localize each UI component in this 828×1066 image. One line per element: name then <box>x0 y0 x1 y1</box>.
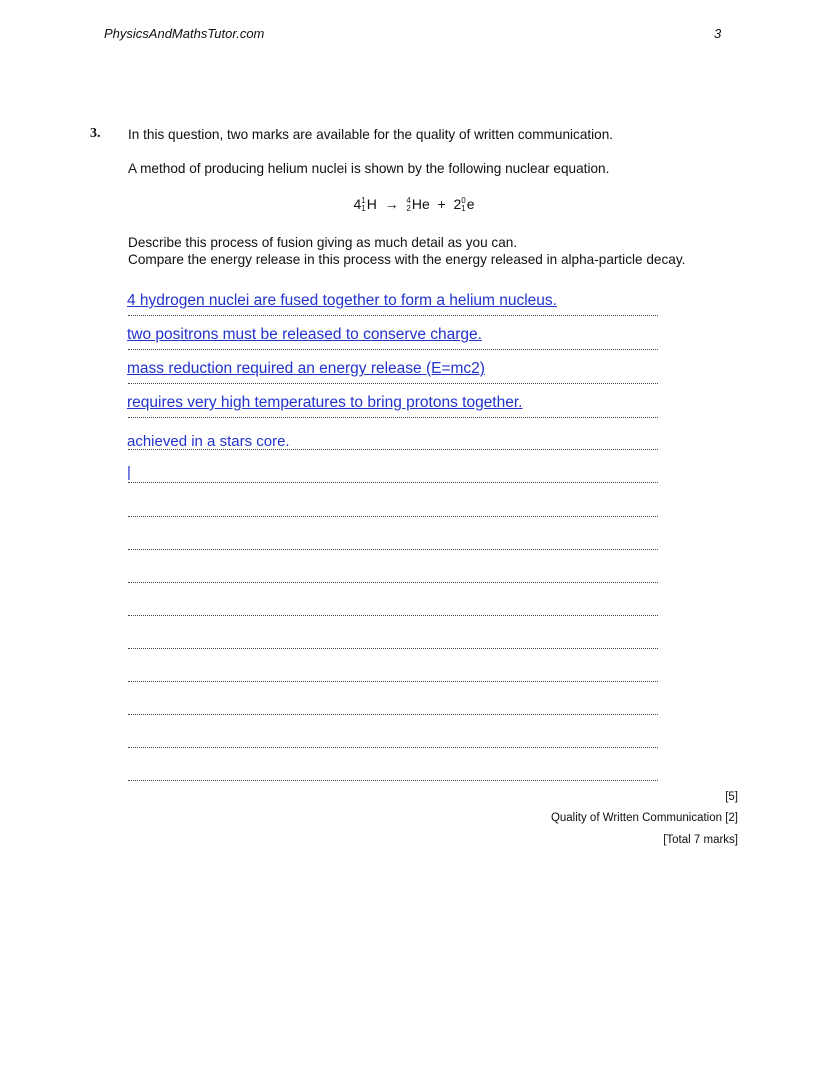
answer-text[interactable]: mass reduction required an energy release (E=mc2) <box>127 360 485 377</box>
helium-mass-number: 4 <box>406 196 411 206</box>
answer-text[interactable]: 4 hydrogen nuclei are fused together to form a helium nucleus. <box>127 292 557 309</box>
answer-line[interactable] <box>128 496 658 517</box>
coefficient-hydrogen: 4 <box>353 196 362 212</box>
method-text: A method of producing helium nuclei is shown by the following nuclear equation. <box>128 161 610 176</box>
hydrogen-atomic-number: 1 <box>361 204 366 214</box>
nuclear-equation <box>0 196 828 213</box>
answer-line[interactable] <box>128 628 658 649</box>
answer-text[interactable]: achieved in a stars core. <box>127 433 290 450</box>
site-name: PhysicsAndMathsTutor.com <box>104 26 265 41</box>
helium-symbol: He <box>411 196 430 212</box>
answer-line[interactable] <box>128 694 658 715</box>
total-marks: [Total 7 marks] <box>663 834 738 846</box>
coefficient-positron: 2 <box>453 196 462 212</box>
hydrogen-symbol: H <box>366 196 377 212</box>
answer-line[interactable] <box>128 595 658 616</box>
answer-line[interactable] <box>128 760 658 781</box>
instruction-compare: Compare the energy release in this process with the energy released in alpha-particle decay. <box>128 252 686 267</box>
arrow-symbol: → <box>384 196 399 212</box>
question-number: 3. <box>90 126 101 141</box>
question-intro: In this question, two marks are available for the quality of written communication. <box>128 127 614 142</box>
helium-atomic-number: 2 <box>406 204 411 214</box>
answer-text[interactable]: two positrons must be released to conserve charge. <box>127 326 482 343</box>
page-number: 3 <box>714 26 722 41</box>
answer-text[interactable]: requires very high temperatures to bring protons together. <box>127 394 523 411</box>
qwc-marks: Quality of Written Communication [2] <box>550 812 738 824</box>
answer-line[interactable] <box>128 529 658 550</box>
positron-atomic-number: 1 <box>461 204 466 214</box>
instructions <box>128 234 698 268</box>
positron-mass-number: 0 <box>461 196 466 206</box>
answer-line[interactable] <box>128 661 658 682</box>
answer-line[interactable] <box>128 562 658 583</box>
positron-symbol: e <box>466 196 475 212</box>
hydrogen-mass-number: 1 <box>361 196 366 206</box>
text-cursor[interactable]: | <box>127 464 131 481</box>
answer-line[interactable] <box>128 462 658 483</box>
plus-symbol: + <box>437 196 446 212</box>
instruction-describe: Describe this process of fusion giving as much detail as you can. <box>128 235 518 250</box>
answer-line[interactable] <box>128 727 658 748</box>
part-marks: [5] <box>725 791 738 803</box>
